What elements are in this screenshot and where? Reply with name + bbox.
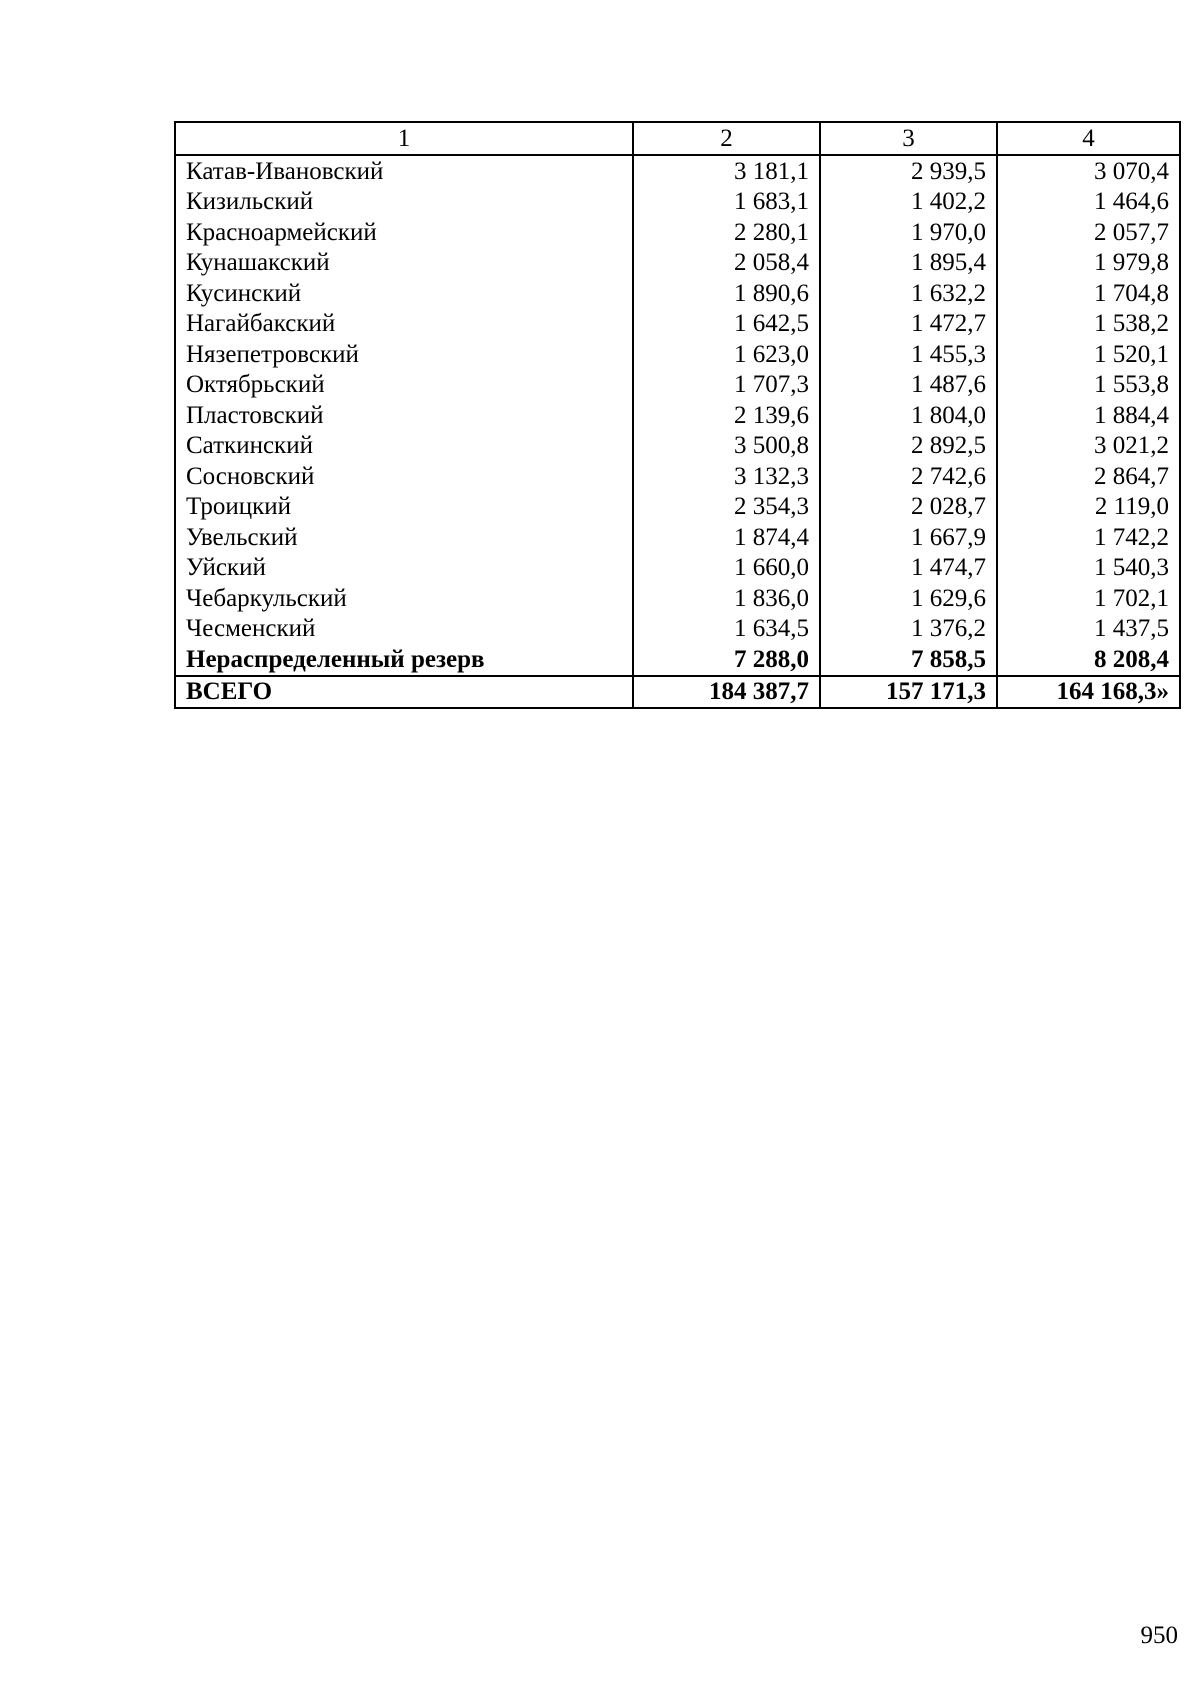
- value-col-4: 1 553,8: [997, 370, 1180, 401]
- value-col-2: 1 836,0: [633, 583, 820, 614]
- total-row: [175, 676, 1180, 709]
- value-col-3: 2 892,5: [820, 431, 997, 462]
- table-row: [175, 431, 1180, 462]
- value-col-2: 3 181,1: [633, 155, 820, 187]
- table-row: [175, 278, 1180, 309]
- value-col-4: 1 702,1: [997, 583, 1180, 614]
- value-col-4: 1 540,3: [997, 553, 1180, 584]
- value-col-2: 1 707,3: [633, 370, 820, 401]
- district-name: Октябрьский: [175, 370, 633, 401]
- value-col-3: 1 632,2: [820, 278, 997, 309]
- reserve-col-2: 7 288,0: [633, 644, 820, 676]
- value-col-4: 1 979,8: [997, 248, 1180, 279]
- district-name: Красноармейский: [175, 217, 633, 248]
- value-col-2: 1 642,5: [633, 309, 820, 340]
- table-row: [175, 187, 1180, 218]
- value-col-4: 2 864,7: [997, 461, 1180, 492]
- value-col-3: 1 376,2: [820, 614, 997, 645]
- value-col-2: 2 280,1: [633, 217, 820, 248]
- value-col-2: 1 623,0: [633, 339, 820, 370]
- table-row: [175, 461, 1180, 492]
- district-name: Чебаркульский: [175, 583, 633, 614]
- value-col-2: 3 132,3: [633, 461, 820, 492]
- value-col-4: 1 538,2: [997, 309, 1180, 340]
- table-body: [175, 155, 1180, 708]
- value-col-4: 1 742,2: [997, 522, 1180, 553]
- value-col-4: 1 464,6: [997, 187, 1180, 218]
- district-name: Троицкий: [175, 492, 633, 523]
- value-col-4: 3 021,2: [997, 431, 1180, 462]
- district-name: Чесменский: [175, 614, 633, 645]
- value-col-4: 1 520,1: [997, 339, 1180, 370]
- total-col-2: 184 387,7: [633, 676, 820, 709]
- district-name: Кунашакский: [175, 248, 633, 279]
- value-col-3: 1 402,2: [820, 187, 997, 218]
- table-row: [175, 155, 1180, 187]
- value-col-2: 1 890,6: [633, 278, 820, 309]
- table-row: [175, 400, 1180, 431]
- total-col-3: 157 171,3: [820, 676, 997, 709]
- value-col-3: 1 970,0: [820, 217, 997, 248]
- value-col-2: 2 139,6: [633, 400, 820, 431]
- value-col-3: 1 895,4: [820, 248, 997, 279]
- column-header-4: 4: [997, 122, 1180, 155]
- value-col-3: 2 742,6: [820, 461, 997, 492]
- table-row: [175, 583, 1180, 614]
- value-col-2: 1 874,4: [633, 522, 820, 553]
- value-col-3: 1 629,6: [820, 583, 997, 614]
- table-row: [175, 309, 1180, 340]
- column-header-1: 1: [175, 122, 633, 155]
- reserve-col-3: 7 858,5: [820, 644, 997, 676]
- district-name: Кизильский: [175, 187, 633, 218]
- district-name: Уйский: [175, 553, 633, 584]
- total-col-4: 164 168,3»: [997, 676, 1180, 709]
- column-number-row: [175, 122, 1180, 155]
- value-col-3: 1 455,3: [820, 339, 997, 370]
- budget-table: [174, 121, 1181, 709]
- reserve-label: Нераспределенный резерв: [175, 644, 633, 676]
- value-col-3: 1 487,6: [820, 370, 997, 401]
- value-col-4: 1 884,4: [997, 400, 1180, 431]
- value-col-2: 3 500,8: [633, 431, 820, 462]
- table-row: [175, 492, 1180, 523]
- district-name: Кусинский: [175, 278, 633, 309]
- district-name: Нязепетровский: [175, 339, 633, 370]
- value-col-4: 1 704,8: [997, 278, 1180, 309]
- value-col-3: 2 028,7: [820, 492, 997, 523]
- value-col-3: 1 804,0: [820, 400, 997, 431]
- value-col-3: 1 472,7: [820, 309, 997, 340]
- table-row: [175, 614, 1180, 645]
- value-col-3: 1 667,9: [820, 522, 997, 553]
- district-name: Сосновский: [175, 461, 633, 492]
- district-name: Саткинский: [175, 431, 633, 462]
- total-label: ВСЕГО: [175, 676, 633, 709]
- value-col-3: 2 939,5: [820, 155, 997, 187]
- value-col-2: 2 354,3: [633, 492, 820, 523]
- value-col-2: 1 634,5: [633, 614, 820, 645]
- value-col-2: 1 683,1: [633, 187, 820, 218]
- table-row: [175, 339, 1180, 370]
- value-col-4: 3 070,4: [997, 155, 1180, 187]
- page-number: 950: [1140, 1622, 1178, 1649]
- value-col-2: 1 660,0: [633, 553, 820, 584]
- value-col-4: 2 057,7: [997, 217, 1180, 248]
- table-row: [175, 217, 1180, 248]
- value-col-4: 2 119,0: [997, 492, 1180, 523]
- table-row: [175, 370, 1180, 401]
- district-name: Пластовский: [175, 400, 633, 431]
- district-name: Увельский: [175, 522, 633, 553]
- column-header-3: 3: [820, 122, 997, 155]
- table-row: [175, 553, 1180, 584]
- table-row: [175, 522, 1180, 553]
- table-row: [175, 248, 1180, 279]
- column-header-2: 2: [633, 122, 820, 155]
- district-name: Катав-Ивановский: [175, 155, 633, 187]
- value-col-3: 1 474,7: [820, 553, 997, 584]
- district-name: Нагайбакский: [175, 309, 633, 340]
- reserve-col-4: 8 208,4: [997, 644, 1180, 676]
- value-col-2: 2 058,4: [633, 248, 820, 279]
- reserve-row: [175, 644, 1180, 676]
- value-col-4: 1 437,5: [997, 614, 1180, 645]
